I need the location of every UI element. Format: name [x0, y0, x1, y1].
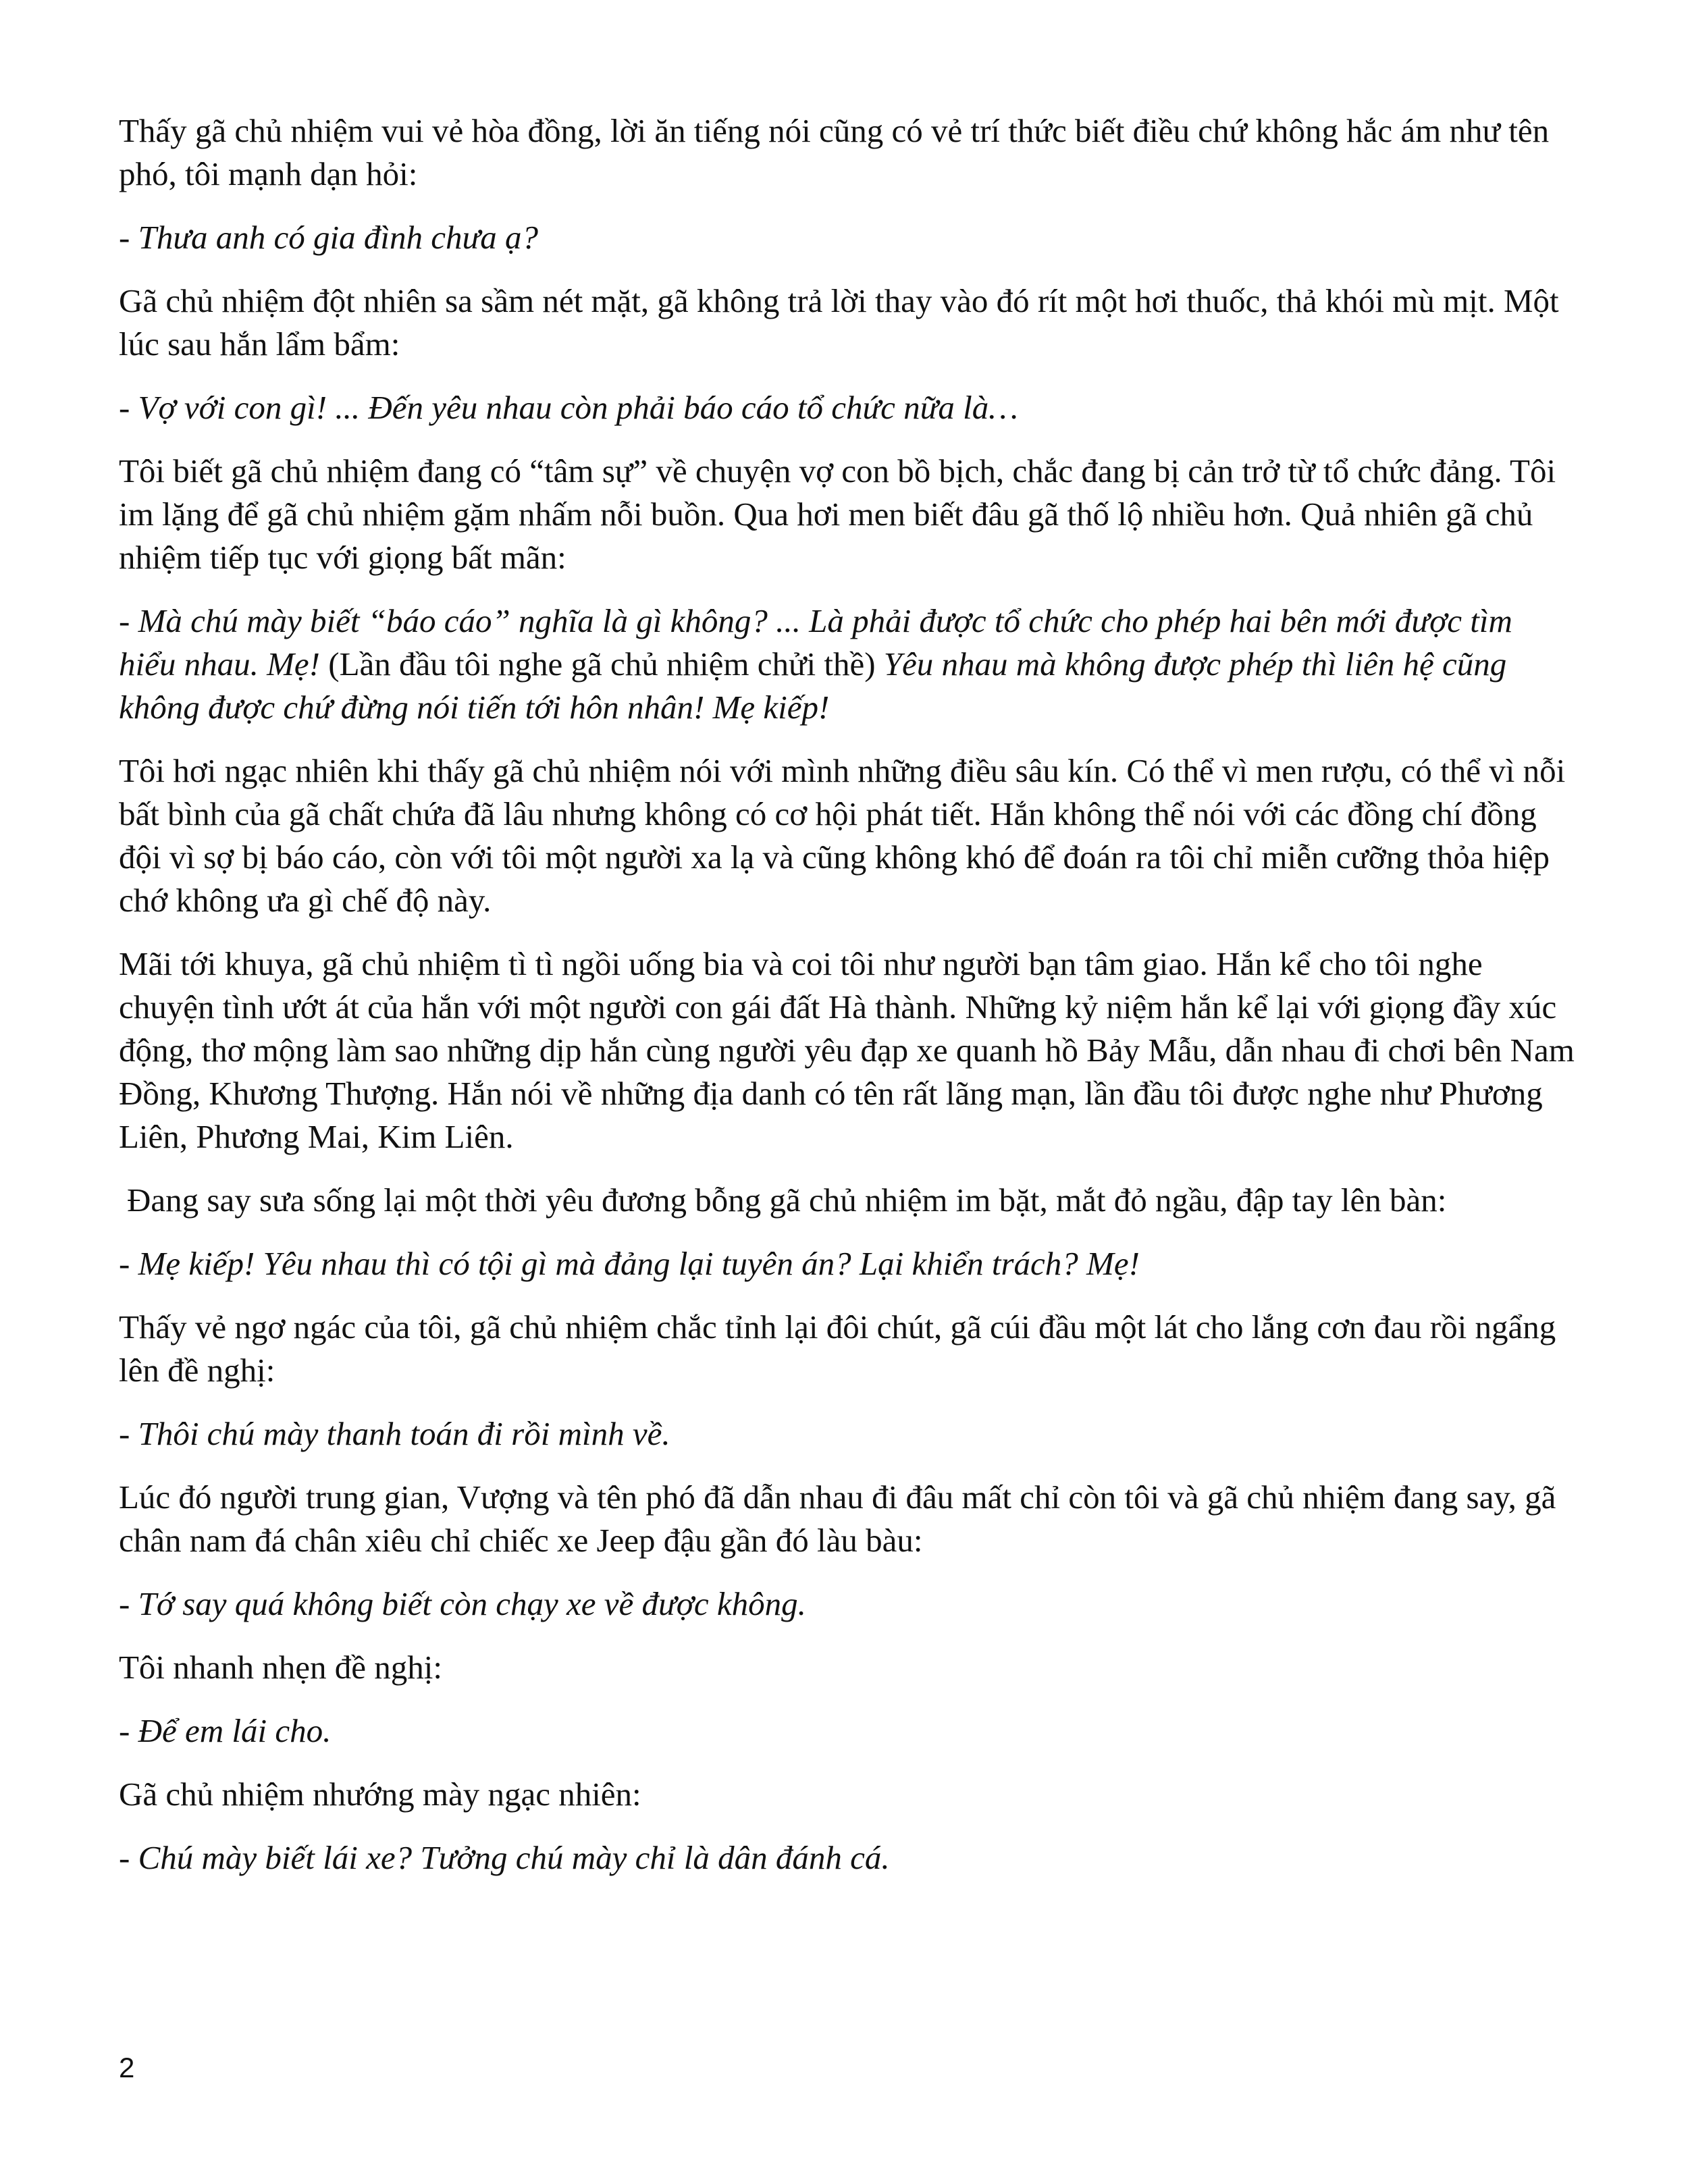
- dialogue-line-4: - Mẹ kiếp! Yêu nhau thì có tội gì mà đảng lại tuyên án? Lại khiển trách? Mẹ!: [119, 1245, 1140, 1282]
- dialogue-line-3-part-c: Yêu nhau mà không được phép thì liên hệ cũng không được chứ đừng nói tiến tới hôn nhân! Mẹ kiếp!: [119, 645, 1507, 726]
- narrative-paragraph-10: Gã chủ nhiệm nhướng mày ngạc nhiên:: [119, 1776, 641, 1813]
- narrative-paragraph-8: Lúc đó người trung gian, Vượng và tên phó đã dẫn nhau đi đâu mất chỉ còn tôi và gã chủ nhiệm đang say, gã chân nam đá chân xiêu chỉ chiếc xe Jeep đậu gần đó làu bàu:: [119, 1479, 1556, 1559]
- dialogue-line-3: [119, 600, 1577, 729]
- dialogue-line-8: - Chú mày biết lái xe? Tưởng chú mày chỉ là dân đánh cá.: [119, 1839, 890, 1876]
- dialogue-line-3-part-a: - Mà chú mày biết “báo cáo” nghĩa là gì không? ... Là phải được tổ chức cho phép hai bên mới được tìm hiểu nhau. Mẹ!: [119, 602, 1512, 683]
- page-body: [119, 109, 1577, 1900]
- narrative-paragraph-3: Tôi biết gã chủ nhiệm đang có “tâm sự” về chuyện vợ con bồ bịch, chắc đang bị cản trở từ tổ chức đảng. Tôi im lặng để gã chủ nhiệm gặm nhấm nỗi buồn. Qua hơi men biết đâu gã thố lộ nhiều hơn. Quả nhiên gã chủ nhiệm tiếp tục với giọng bất mãn:: [119, 452, 1556, 576]
- dialogue-line-1: - Thưa anh có gia đình chưa ạ?: [119, 219, 538, 256]
- dialogue-line-6: - Tớ say quá không biết còn chạy xe về được không.: [119, 1585, 806, 1622]
- dialogue-line-5: - Thôi chú mày thanh toán đi rồi mình về.: [119, 1415, 670, 1452]
- narrative-paragraph-4: Tôi hơi ngạc nhiên khi thấy gã chủ nhiệm nói với mình những điều sâu kín. Có thể vì men rượu, có thể vì nỗi bất bình của gã chất chứa đã lâu nhưng không có cơ hội phát tiết. Hắn không thể nói với các đồng chí đồng đội vì sợ bị báo cáo, còn với tôi một người xa lạ và cũng không khó để đoán ra tôi chỉ miễn cưỡng thỏa hiệp chớ không ưa gì chế độ này.: [119, 752, 1566, 919]
- page-number: 2: [119, 2052, 135, 2083]
- dialogue-line-3-aside: (Lần đầu tôi nghe gã chủ nhiệm chửi thề): [328, 645, 876, 683]
- narrative-paragraph-7: Thấy vẻ ngơ ngác của tôi, gã chủ nhiệm chắc tỉnh lại đôi chút, gã cúi đầu một lát cho lắng cơn đau rồi ngẩng lên đề nghị:: [119, 1308, 1556, 1389]
- narrative-paragraph-6: Đang say sưa sống lại một thời yêu đương bỗng gã chủ nhiệm im bặt, mắt đỏ ngầu, đập tay lên bàn:: [127, 1181, 1447, 1219]
- dialogue-line-7: - Để em lái cho.: [119, 1712, 332, 1749]
- narrative-paragraph-2: Gã chủ nhiệm đột nhiên sa sầm nét mặt, gã không trả lời thay vào đó rít một hơi thuốc, thả khói mù mịt. Một lúc sau hắn lẩm bẩm:: [119, 282, 1559, 363]
- narrative-paragraph-5: Mãi tới khuya, gã chủ nhiệm tì tì ngồi uống bia và coi tôi như người bạn tâm giao. Hắn kể cho tôi nghe chuyện tình ướt át của hắn với một người con gái đất Hà thành. Những kỷ niệm hắn kể lại với giọng đầy xúc động, thơ mộng làm sao những dịp hắn cùng người yêu đạp xe quanh hồ Bảy Mẫu, dẫn nhau đi chơi bên Nam Đồng, Khương Thượng. Hắn nói về những địa danh có tên rất lãng mạn, lần đầu tôi được nghe như Phương Liên, Phương Mai, Kim Liên.: [119, 945, 1575, 1155]
- narrative-paragraph-1: Thấy gã chủ nhiệm vui vẻ hòa đồng, lời ăn tiếng nói cũng có vẻ trí thức biết điều chứ không hắc ám như tên phó, tôi mạnh dạn hỏi:: [119, 112, 1550, 192]
- narrative-paragraph-9: Tôi nhanh nhẹn đề nghị:: [119, 1649, 443, 1686]
- dialogue-line-2: - Vợ với con gì! ... Đến yêu nhau còn phải báo cáo tổ chức nữa là…: [119, 389, 1018, 426]
